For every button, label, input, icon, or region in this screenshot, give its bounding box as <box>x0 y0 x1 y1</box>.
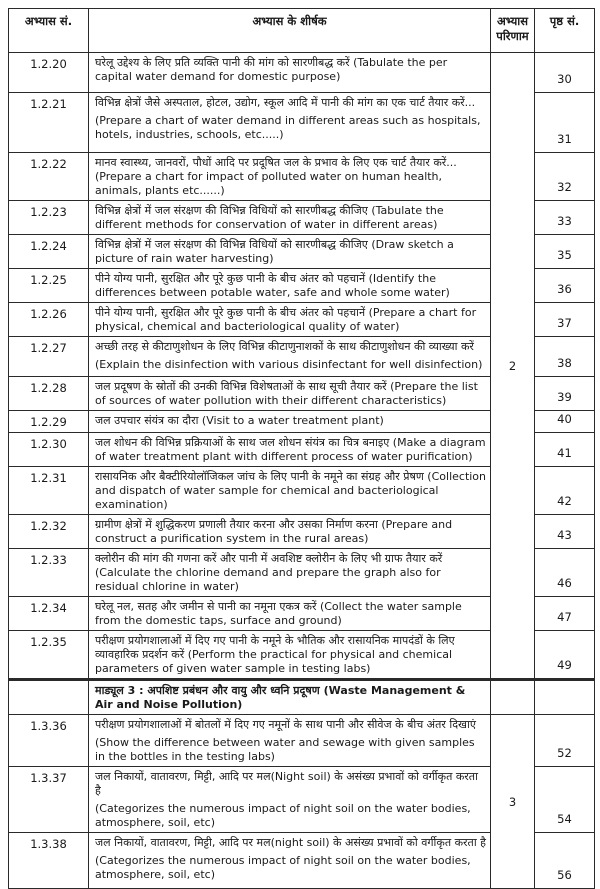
exercise-index-table <box>8 8 595 889</box>
table-header-row <box>9 9 595 53</box>
module-heading <box>89 680 491 715</box>
exercise-title <box>89 337 491 377</box>
exercise-outcome: 3 <box>491 715 535 889</box>
index-page <box>8 8 594 882</box>
exercise-number: 1.3.36 <box>9 715 89 767</box>
exercise-number: 1.2.34 <box>9 597 89 631</box>
exercise-title-english: (Categorizes the numerous impact of night soil on the water bodies, atmosphere, soil, etc) <box>95 802 471 829</box>
header-exercise-title: अभ्यास के शीर्षक <box>89 9 491 53</box>
exercise-title <box>89 833 491 889</box>
exercise-number: 1.2.32 <box>9 515 89 549</box>
exercise-title <box>89 269 491 303</box>
exercise-title-text: परीक्षण प्रयोगशालाओं में दिए गए पानी के नमूने के भौतिक और रासायनिक मापदंडों के लिए व्यावहारिक प्रदर्शन करें (Perform the practical for physical and chemical parameters of given water sample in testing labs) <box>95 634 455 675</box>
exercise-number: 1.2.24 <box>9 235 89 269</box>
exercise-number: 1.2.21 <box>9 93 89 153</box>
page-number: 40 <box>535 411 595 433</box>
exercise-title <box>89 411 491 433</box>
exercise-title <box>89 303 491 337</box>
exercise-number: 1.3.38 <box>9 833 89 889</box>
exercise-number: 1.2.27 <box>9 337 89 377</box>
exercise-title-text: जल उपचार संयंत्र का दौरा (Visit to a water treatment plant) <box>95 414 384 427</box>
exercise-title <box>89 715 491 767</box>
exercise-title-text: घरेलू नल, सतह और जमीन से पानी का नमूना एकत्र करें (Collect the water sample from the domestic taps, surface and ground) <box>95 600 462 627</box>
header-outcome-line1: अभ्यास <box>497 14 528 28</box>
page-number: 41 <box>535 433 595 467</box>
exercise-title <box>89 631 491 680</box>
exercise-title <box>89 597 491 631</box>
module-empty-cell <box>535 680 595 715</box>
module-heading-row <box>9 680 595 715</box>
exercise-number: 1.2.22 <box>9 153 89 201</box>
exercise-title-text: मानव स्वास्थ्य, जानवरों, पौधों आदि पर प्रदूषित जल के प्रभाव के लिए एक चार्ट तैयार करें... (Prepare a chart for impact of polluted water on human health, animals, plants etc......) <box>95 156 457 197</box>
exercise-number: 1.2.26 <box>9 303 89 337</box>
table-row <box>9 715 595 767</box>
exercise-title-text: पीने योग्य पानी, सुरक्षित और पूरे कुछ पानी के बीच अंतर को पहचानें (Identify the differences between potable water, safe and whole some water) <box>95 272 450 299</box>
exercise-title <box>89 433 491 467</box>
header-outcome-line2: परिणाम <box>496 29 529 43</box>
exercise-title <box>89 153 491 201</box>
exercise-title-text: जल शोधन की विभिन्न प्रक्रियाओं के साथ जल शोधन संयंत्र का चित्र बनाइए (Make a diagram of water treatment plant with different process of water purification) <box>95 436 486 463</box>
exercise-number: 1.3.37 <box>9 767 89 833</box>
page-number: 37 <box>535 303 595 337</box>
page-number: 54 <box>535 767 595 833</box>
exercise-title-text: पीने योग्य पानी, सुरक्षित और पूरे कुछ पानी के बीच अंतर को पहचानें (Prepare a chart for physical, chemical and bacteriological quality of water) <box>95 306 477 333</box>
exercise-number: 1.2.28 <box>9 377 89 411</box>
exercise-title-text: क्लोरीन की मांग की गणना करें और पानी में अवशिष्ट क्लोरीन के लिए भी ग्राफ तैयार करें (Calculate the chlorine demand and prepare the graph also for residual chlorine in water) <box>95 552 443 593</box>
exercise-title-text: ग्रामीण क्षेत्रों में शुद्धिकरण प्रणाली तैयार करना और उसका निर्माण करना (Prepare and construct a purification system in the rural areas) <box>95 518 453 545</box>
exercise-title-text: अच्छी तरह से कीटाणुशोधन के लिए विभिन्न कीटाणुनाशकों के साथ कीटाणुशोधन की व्याख्या करें <box>95 340 474 353</box>
exercise-title <box>89 467 491 515</box>
page-number: 47 <box>535 597 595 631</box>
exercise-title <box>89 53 491 93</box>
page-number: 35 <box>535 235 595 269</box>
module-heading-english: (Waste Management & Air and Noise Pollution) <box>95 684 466 711</box>
exercise-title <box>89 377 491 411</box>
exercise-title-text: घरेलू उद्देश्य के लिए प्रति व्यक्ति पानी की मांग को सारणीबद्ध करें (Tabulate the per capital water demand for domestic purpose) <box>95 56 448 83</box>
module-empty-cell <box>491 680 535 715</box>
module-empty-cell <box>9 680 89 715</box>
header-exercise-outcome <box>491 9 535 53</box>
exercise-title <box>89 235 491 269</box>
exercise-title-text: परीक्षण प्रयोगशालाओं में बोतलों में दिए गए नमूनों के साथ पानी और सीवेज के बीच अंतर दिखाएं <box>95 718 476 731</box>
exercise-title <box>89 515 491 549</box>
page-number: 43 <box>535 515 595 549</box>
exercise-title-text: जल निकायों, वातावरण, मिट्टी, आदि पर मल(night soil) के असंख्य प्रभावों को वर्गीकृत करता है <box>95 836 487 849</box>
exercise-title-english: (Show the difference between water and sewage with given samples in the bottles in the testing labs) <box>95 736 475 763</box>
exercise-title-text: विभिन्न क्षेत्रों में जल संरक्षण की विभिन्न विधियों को सारणीबद्ध कीजिए (Draw sketch a picture of rain water harvesting) <box>95 238 454 265</box>
page-number: 33 <box>535 201 595 235</box>
page-number: 46 <box>535 549 595 597</box>
exercise-number: 1.2.31 <box>9 467 89 515</box>
exercise-number: 1.2.29 <box>9 411 89 433</box>
exercise-title-english: (Categorizes the numerous impact of night soil on the water bodies, atmosphere, soil, etc) <box>95 854 471 881</box>
exercise-number: 1.2.35 <box>9 631 89 680</box>
exercise-number: 1.2.33 <box>9 549 89 597</box>
exercise-number: 1.2.30 <box>9 433 89 467</box>
page-number: 31 <box>535 93 595 153</box>
page-number: 39 <box>535 377 595 411</box>
header-exercise-no: अभ्यास सं. <box>9 9 89 53</box>
exercise-title-text: विभिन्न क्षेत्रों में जल संरक्षण की विभिन्न विधियों को सारणीबद्ध कीजिए (Tabulate the different methods for conservation of water in different areas) <box>95 204 444 231</box>
page-number: 49 <box>535 631 595 680</box>
exercise-title-english: (Prepare a chart of water demand in different areas such as hospitals, hotels, industries, schools, etc.....) <box>95 114 481 141</box>
exercise-title-text: विभिन्न क्षेत्रों जैसे अस्पताल, होटल, उद्योग, स्कूल आदि में पानी की मांग का एक चार्ट तैयार करें... <box>95 96 476 109</box>
header-page-no: पृष्ठ सं. <box>535 9 595 53</box>
exercise-title <box>89 93 491 153</box>
page-number: 38 <box>535 337 595 377</box>
exercise-title-text: जल निकायों, वातावरण, मिट्टी, आदि पर मल(Night soil) के असंख्य प्रभावों को वर्गीकृत करता है <box>95 770 478 797</box>
exercise-number: 1.2.23 <box>9 201 89 235</box>
exercise-number: 1.2.25 <box>9 269 89 303</box>
exercise-title <box>89 549 491 597</box>
table-row <box>9 53 595 93</box>
exercise-title <box>89 767 491 833</box>
page-number: 42 <box>535 467 595 515</box>
exercise-title-english: (Explain the disinfection with various disinfectant for well disinfection) <box>95 358 483 371</box>
exercise-title-text: जल प्रदूषण के स्रोतों की उनकी विभिन्न विशेषताओं के साथ सूची तैयार करें (Prepare the list of sources of water pollution with their different characteristics) <box>95 380 478 407</box>
exercise-number: 1.2.20 <box>9 53 89 93</box>
page-number: 32 <box>535 153 595 201</box>
page-number: 30 <box>535 53 595 93</box>
module-heading-hindi: माड्यूल 3 : अपशिष्ट प्रबंधन और वायु और ध्वनि प्रदूषण <box>95 684 320 697</box>
page-number: 52 <box>535 715 595 767</box>
exercise-outcome: 2 <box>491 53 535 680</box>
exercise-title-text: रासायनिक और बैक्टीरियोलॉजिकल जांच के लिए पानी के नमूने का संग्रह और प्रेषण (Collection and dispatch of water sample for chemical and bacteriological examination) <box>95 470 487 511</box>
page-number: 36 <box>535 269 595 303</box>
page-number: 56 <box>535 833 595 889</box>
exercise-title <box>89 201 491 235</box>
